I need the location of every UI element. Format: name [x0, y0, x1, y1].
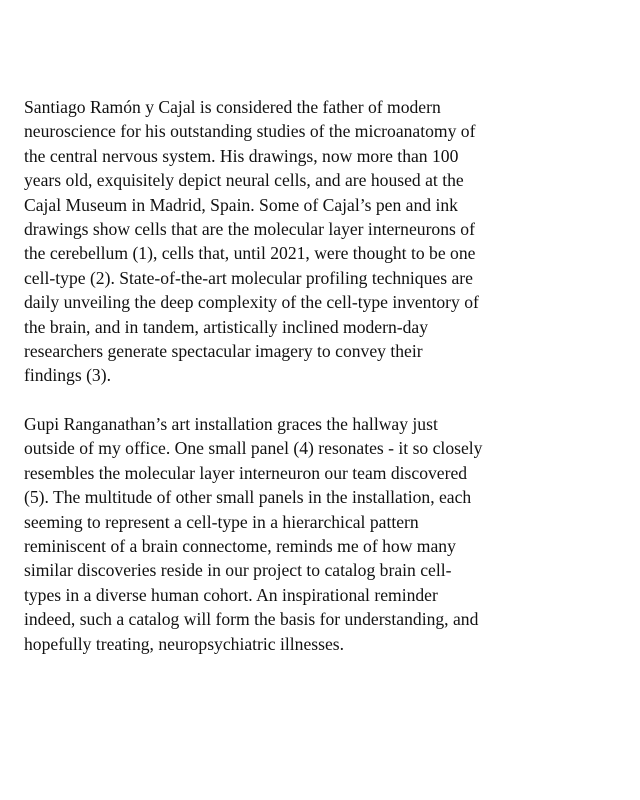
text-line: the cerebellum (1), cells that, until 2021, were thought to be one	[24, 243, 476, 264]
text-line: similar discoveries reside in our project to catalog brain cell-	[24, 560, 452, 581]
text-line: (5). The multitude of other small panels in the installation, each	[24, 487, 472, 508]
text-line: outside of my office. One small panel (4) resonates - it so closely	[24, 438, 483, 459]
text-line: reminiscent of a brain connectome, reminds me of how many	[24, 536, 456, 557]
text-line: cell-type (2). State-of-the-art molecular profiling techniques are	[24, 267, 473, 288]
text-line: indeed, such a catalog will form the basis for understanding, and	[24, 609, 479, 630]
text-line: drawings show cells that are the molecular layer interneurons of	[24, 218, 475, 239]
text-line: findings (3).	[24, 365, 111, 386]
text-line: Santiago Ramón y Cajal is considered the father of modern	[24, 97, 441, 117]
text-line: neuroscience for his outstanding studies of the microanatomy of	[24, 121, 476, 142]
paragraph-gap	[24, 388, 624, 412]
text-line: Cajal Museum in Madrid, Spain. Some of Cajal’s pen and ink	[24, 194, 458, 215]
text-line: resembles the molecular layer interneuron our team discovered	[24, 462, 468, 483]
text-line: hopefully treating, neuropsychiatric illnesses.	[24, 633, 345, 654]
text-line: daily unveiling the deep complexity of the cell-type inventory of	[24, 292, 479, 313]
text-line: Gupi Ranganathan’s art installation graces the hallway just	[24, 414, 438, 435]
paragraph-installation	[24, 412, 624, 656]
text-line: researchers generate spectacular imagery to convey their	[24, 340, 423, 361]
text-line: the brain, and in tandem, artistically inclined modern-day	[24, 316, 429, 337]
text-line: years old, exquisitely depict neural cells, and are housed at the	[24, 170, 464, 191]
text-line: the central nervous system. His drawings, now more than 100	[24, 145, 459, 166]
text-line: seeming to represent a cell-type in a hierarchical pattern	[24, 511, 419, 532]
text-line: types in a diverse human cohort. An inspirational reminder	[24, 584, 438, 605]
paragraph-cajal	[24, 95, 624, 388]
body-text	[24, 95, 624, 656]
